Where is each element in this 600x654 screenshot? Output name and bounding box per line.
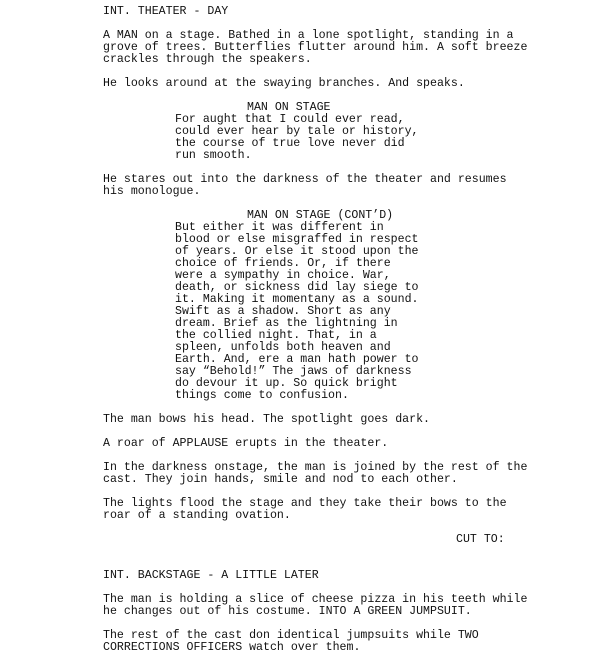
action-line: grove of trees. Butterflies flutter around him. A soft breeze (103, 41, 528, 54)
character-name: MAN ON STAGE (247, 101, 331, 114)
dialogue-line: things come to confusion. (175, 389, 349, 402)
dialogue-line: of years. Or else it stood upon the (175, 245, 419, 258)
action-line: his monologue. (103, 185, 201, 198)
action-line: A MAN on a stage. Bathed in a lone spotlight, standing in a (103, 29, 514, 42)
dialogue-line: could ever hear by tale or history, (175, 125, 419, 138)
action-line: He stares out into the darkness of the theater and resumes (103, 173, 507, 186)
dialogue-line: the course of true love never did (175, 137, 405, 150)
dialogue-line: were a sympathy in choice. War, (175, 269, 391, 282)
dialogue-line: spleen, unfolds both heaven and (175, 341, 391, 354)
action-line: In the darkness onstage, the man is joined by the rest of the (103, 461, 528, 474)
action-line: cast. They join hands, smile and nod to each other. (103, 473, 458, 486)
dialogue-line: blood or else misgraffed in respect (175, 233, 419, 246)
dialogue-line: do devour it up. So quick bright (175, 377, 398, 390)
action-line: The lights flood the stage and they take their bows to the (103, 497, 507, 510)
dialogue-line: For aught that I could ever read, (175, 113, 405, 126)
scene-heading-line: INT. BACKSTAGE - A LITTLE LATER (103, 569, 319, 582)
action-line: roar of a standing ovation. (103, 509, 291, 522)
action-line: A roar of APPLAUSE erupts in the theater. (103, 437, 389, 450)
scene-heading-line: INT. THEATER - DAY (103, 5, 229, 18)
action-line: crackles through the speakers. (103, 53, 312, 66)
dialogue-line: choice of friends. Or, if there (175, 257, 391, 270)
dialogue-line: say “Behold!” The jaws of darkness (175, 365, 412, 378)
action-line: The man is holding a slice of cheese pizza in his teeth while (103, 593, 528, 606)
dialogue-line: Earth. And, ere a man hath power to (175, 353, 419, 366)
action-line: he changes out of his costume. INTO A GREEN JUMPSUIT. (103, 605, 472, 618)
dialogue-line: run smooth. (175, 149, 252, 162)
action-line: He looks around at the swaying branches. And speaks. (103, 77, 465, 90)
transition: CUT TO: (456, 533, 505, 546)
character-name: MAN ON STAGE (CONT’D) (247, 209, 394, 222)
action-line: The man bows his head. The spotlight goes dark. (103, 413, 430, 426)
dialogue-line: it. Making it momentany as a sound. (175, 293, 419, 306)
action-line: The rest of the cast don identical jumpsuits while TWO (103, 629, 479, 642)
action-line: CORRECTIONS OFFICERS watch over them. (103, 641, 361, 654)
dialogue-line: But either it was different in (175, 221, 384, 234)
dialogue-line: dream. Brief as the lightning in (175, 317, 398, 330)
dialogue-line: Swift as a shadow. Short as any (175, 305, 391, 318)
dialogue-line: death, or sickness did lay siege to (175, 281, 419, 294)
dialogue-line: the collied night. That, in a (175, 329, 377, 342)
